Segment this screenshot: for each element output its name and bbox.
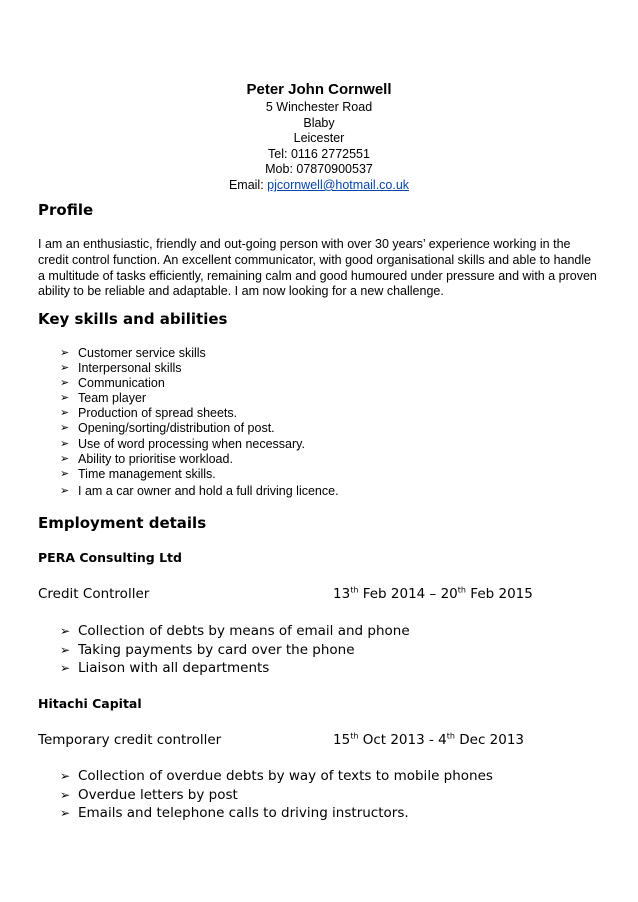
company-name: PERA Consulting Ltd <box>38 550 182 565</box>
job-title: Credit Controller <box>38 586 150 602</box>
arrow-bullet-icon: ➢ <box>60 787 71 802</box>
arrow-bullet-icon: ➢ <box>60 391 70 404</box>
arrow-bullet-icon: ➢ <box>60 485 70 498</box>
arrow-bullet-icon: ➢ <box>60 642 71 657</box>
arrow-bullet-icon: ➢ <box>60 769 71 783</box>
address-line-1: 5 Winchester Road <box>265 100 373 114</box>
employment-heading: Employment details <box>38 514 207 532</box>
email-link[interactable]: pjcornwell@hotmail.co.uk <box>267 177 410 192</box>
arrow-bullet-icon: ➢ <box>60 347 70 359</box>
telephone: Tel: 0116 2772551 <box>268 146 370 161</box>
profile-heading: Profile <box>38 201 94 219</box>
job-title: Temporary credit controller <box>38 732 222 748</box>
list-item: ➢ Production of spread sheets. <box>60 405 238 420</box>
list-item: ➢ Interpersonal skills <box>60 360 182 375</box>
arrow-bullet-icon: ➢ <box>60 406 70 419</box>
profile-text: I am an enthusiastic, friendly and out-going person with over 30 years’ experience working in the credit control function. An excellent communicator, with good organisational skills and able to handle a multitude of tasks efficiently, remaining calm and good humoured under pressure and with a proven ability to be reliable and adaptable. I am now looking for a new challenge. <box>38 237 597 299</box>
arrow-bullet-icon: ➢ <box>60 806 71 821</box>
arrow-bullet-icon: ➢ <box>60 376 70 389</box>
skills-heading: Key skills and abilities <box>38 310 228 328</box>
list-item: ➢ I am a car owner and hold a full driving licence. <box>60 484 339 499</box>
email-label: Email: <box>228 177 268 192</box>
arrow-bullet-icon: ➢ <box>60 438 70 451</box>
list-item: ➢ Customer service skills <box>60 346 206 360</box>
list-item: ➢ Ability to prioritise workload. <box>60 452 233 467</box>
list-item: ➢ Time management skills. <box>60 467 216 482</box>
arrow-bullet-icon: ➢ <box>60 361 70 374</box>
list-item: ➢ Overdue letters by post <box>60 786 238 803</box>
list-item: ➢ Communication <box>60 375 165 390</box>
duties-list <box>60 622 410 678</box>
list-item: ➢ Liaison with all departments <box>60 660 270 677</box>
list-item: ➢ Use of word processing when necessary. <box>60 437 305 452</box>
address-line-2: Blaby <box>303 115 335 130</box>
arrow-bullet-icon: ➢ <box>60 624 71 638</box>
arrow-bullet-icon: ➢ <box>60 661 71 676</box>
person-name: Peter John Cornwell <box>246 81 392 98</box>
job-dates: 13th Feb 2014 – 20th Feb 2015 <box>333 585 533 602</box>
arrow-bullet-icon: ➢ <box>60 468 70 481</box>
list-item: ➢ Collection of debts by means of email and phone <box>60 623 410 639</box>
job-dates: 15th Oct 2013 - 4th Dec 2013 <box>333 731 525 748</box>
list-item: ➢ Opening/sorting/distribution of post. <box>60 420 275 435</box>
skills-list <box>60 346 339 499</box>
list-item: ➢ Emails and telephone calls to driving instructors. <box>60 805 409 822</box>
company-name: Hitachi Capital <box>38 696 142 711</box>
duties-list <box>60 767 493 823</box>
address-line-3: Leicester <box>293 131 345 146</box>
arrow-bullet-icon: ➢ <box>60 453 70 466</box>
mobile: Mob: 07870900537 <box>265 162 373 177</box>
contact-header <box>0 80 638 194</box>
email-line <box>0 178 638 194</box>
list-item: ➢ Team player <box>60 390 147 405</box>
arrow-bullet-icon: ➢ <box>60 421 70 434</box>
list-item: ➢ Taking payments by card over the phone <box>60 641 355 658</box>
list-item: ➢ Collection of overdue debts by way of texts to mobile phones <box>60 768 493 784</box>
